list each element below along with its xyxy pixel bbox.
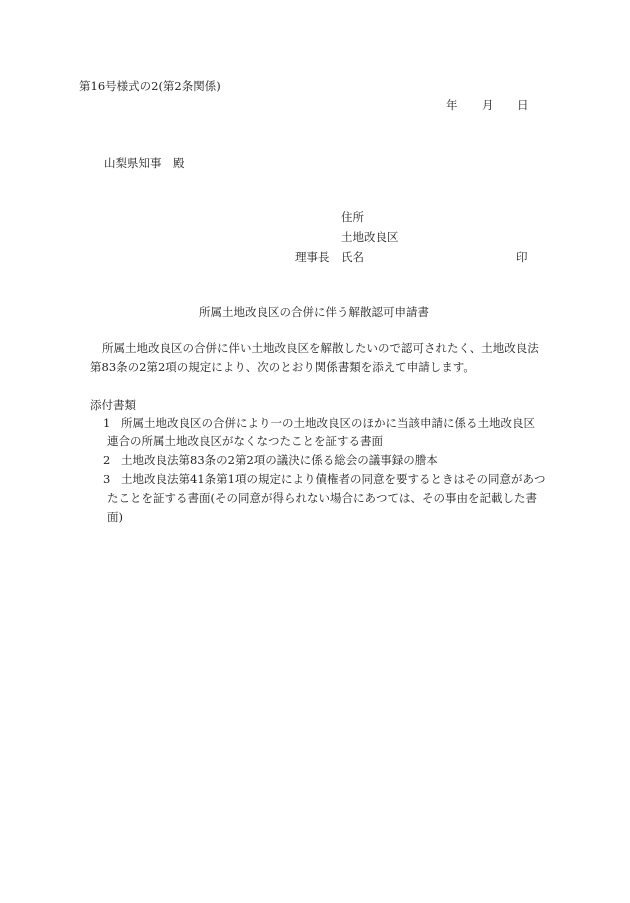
district-label: 土地改良区 [341, 230, 399, 244]
attachments-heading: 添付書類 [90, 398, 136, 412]
address-label: 住所 [341, 210, 364, 224]
attachment-3-line-3: 面) [107, 510, 123, 524]
attachment-1-line-2: 連合の所属土地改良区がなくなつたことを証する書面 [107, 434, 383, 448]
form-number: 第16号様式の2(第2条関係) [79, 79, 221, 93]
name-label: 氏名 [341, 250, 364, 264]
attachment-1-line-1: 所属土地改良区の合併により一の土地改良区のほかに当該申請に係る土地改良区 [121, 416, 535, 430]
attachment-3-line-1: 土地改良法第41条第1項の規定により債権者の同意を要するときはその同意があつ [121, 472, 546, 486]
date-day: 日 [517, 98, 529, 112]
date-year: 年 [446, 98, 458, 112]
document-title: 所属土地改良区の合併に伴う解散認可申請書 [199, 305, 429, 319]
attachment-1-number: 1 [103, 416, 111, 430]
attachment-2-line-1: 土地改良法第83条の2第2項の議決に係る総会の議事録の謄本 [121, 453, 438, 467]
date-month: 月 [482, 98, 494, 112]
chairman-title: 理事長 [295, 250, 330, 264]
body-line-2: 第83条の2第2項の規定により、次のとおり関係書類を添えて申請します。 [90, 360, 475, 374]
seal-label: 印 [516, 250, 528, 264]
attachment-3-line-2: たことを証する書面(その同意が得られない場合にあつては、その事由を記載した書 [107, 491, 537, 505]
attachment-2-number: 2 [103, 453, 111, 467]
body-line-1: 所属土地改良区の合併に伴い土地改良区を解散したいので認可されたく、土地改良法 [102, 341, 539, 355]
addressee: 山梨県知事 殿 [104, 156, 185, 170]
attachment-3-number: 3 [103, 472, 111, 486]
